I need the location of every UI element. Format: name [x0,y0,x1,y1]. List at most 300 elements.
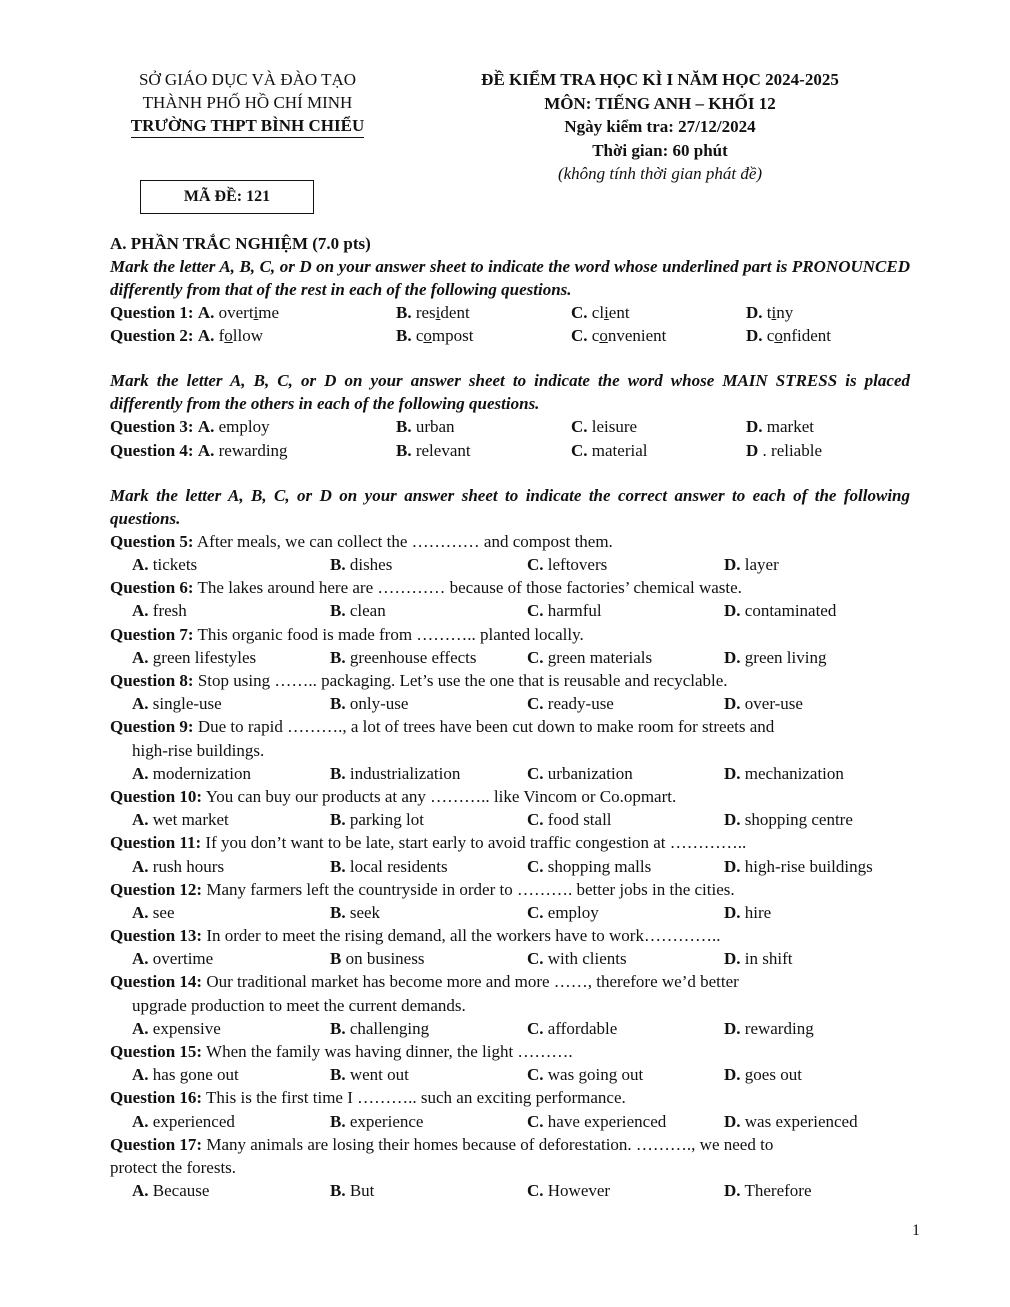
instruction-pronunciation: Mark the letter A, B, C, or D on your answer sheet to indicate the word whose underlined part is PRONOUNCED differently from that of the rest in each of the following questions. [110,257,910,299]
question-stem [110,1133,910,1156]
option-text-post: nfident [782,326,831,346]
answer-options-row [110,947,910,970]
option-text: fresh [152,601,187,621]
answer-option [527,599,602,622]
question-label: Question 6: [110,578,194,598]
question-label: Question 5: [110,531,194,551]
option-letter: A. [132,1065,149,1085]
option-text-pre: cl [591,303,605,322]
option-text: local residents [349,856,448,876]
answer-option [132,692,222,715]
option-letter: B. [330,810,346,830]
answer-options-row [110,646,910,669]
option-text-post: me [258,303,280,322]
answer-options-row [110,599,910,622]
answer-options-row [110,808,910,831]
answer-option [724,762,844,785]
answer-option [724,1017,814,1040]
option-text-pre: overt [218,303,254,322]
answer-option [527,901,599,924]
answer-option [110,415,270,438]
answer-option [527,1017,617,1040]
exam-code-box: MÃ ĐỀ: 121 [140,180,314,214]
question-label: Question 15: [110,1042,203,1062]
option-letter: B. [396,440,412,460]
option-text: single-use [152,694,222,714]
option-text: challenging [349,1018,430,1038]
question-stem [110,785,910,808]
answer-option [330,1017,429,1040]
answer-option [527,1110,666,1133]
option-letter: D. [724,601,741,621]
question-stem [110,576,910,599]
option-letter: C. [527,856,544,876]
header-left [110,68,385,138]
answer-option [330,692,408,715]
option-text-pre: c [766,326,775,346]
option-letter: D. [724,647,741,667]
exam-title: ĐỀ KIỂM TRA HỌC KÌ I NĂM HỌC 2024-2025 [481,70,839,89]
option-text: relevant [415,440,471,460]
option-text-post: mpost [431,326,474,346]
question-text: Due to rapid ………., a lot of trees have been cut down to make room for streets and [197,717,775,737]
question-label: Question 13: [110,926,203,946]
answer-option [330,947,424,970]
question-text: The lakes around here are ………… because of those factories’ chemical waste. [197,578,742,598]
multiple-choice-questions [110,530,910,1203]
answer-options-row [110,1110,910,1133]
answer-option [746,301,793,324]
option-text: parking lot [349,810,424,830]
question-text: Many animals are losing their homes because of deforestation. ………., we need to [206,1134,774,1154]
option-letter: C. [571,303,588,322]
page-number: 1 [912,1222,920,1239]
exam-duration: Thời gian: 60 phút [592,140,728,160]
question-stem [110,1086,910,1109]
option-letter: A. [132,1018,149,1038]
question-stem [110,970,910,993]
answer-option [724,1063,802,1086]
section-title: A. PHẦN TRẮC NGHIỆM (7.0 pts) [110,234,371,253]
option-letter: D. [724,1065,741,1085]
option-text: clean [349,601,386,621]
option-text-post: ent [608,303,630,322]
exam-date: Ngày kiểm tra: 27/12/2024 [564,117,756,136]
department-name: SỞ GIÁO DỤC VÀ ĐÀO TẠO [138,70,357,89]
option-letter: A. [132,856,149,876]
option-text: overtime [152,949,214,969]
answer-option [724,599,836,622]
answer-option [527,762,633,785]
option-letter: C. [527,810,544,830]
question-label: Question 7: [110,624,194,644]
option-text: have experienced [547,1111,667,1131]
option-text-post: ny [776,303,794,322]
answer-option [132,947,213,970]
option-letter: D. [724,694,741,714]
option-text: industrialization [349,763,461,783]
option-letter: B. [330,1018,346,1038]
answer-options-row [110,1179,910,1202]
option-letter: D. [746,417,763,437]
option-text: ready-use [547,694,614,714]
underlined-part: o [599,326,608,346]
answer-option [527,947,627,970]
answer-option [571,415,637,438]
question-text: When the family was having dinner, the light ………. [206,1042,573,1062]
question-row [110,324,910,347]
answer-option [724,1110,858,1133]
answer-option [724,692,803,715]
option-letter: A. [197,417,215,437]
option-text: greenhouse effects [349,647,477,667]
option-text-pre: t [766,303,772,322]
pronunciation-questions [110,301,910,347]
question-text: You can buy our products at any ……….. like Vincom or Co.opmart. [205,786,677,806]
question-label: Question 1: [110,303,194,322]
question-text: Our traditional market has become more and more ……, therefore we’d better [206,972,739,992]
option-letter: A. [132,554,149,574]
question-text: This is the first time I ……….. such an exciting performance. [206,1088,626,1108]
answer-option [746,415,814,438]
answer-option [527,1063,643,1086]
answer-option [724,646,826,669]
option-letter: A. [132,810,149,830]
option-text: dishes [349,554,393,574]
underlined-part: o [423,326,432,346]
answer-option [571,324,666,347]
option-letter: C. [527,1065,544,1085]
underlined-part: i [771,303,777,322]
option-letter: C. [527,647,544,667]
answer-option [746,324,831,347]
answer-option [527,692,614,715]
option-text: has gone out [152,1065,239,1085]
option-text: tickets [152,554,198,574]
answer-option [724,808,853,831]
option-letter: C. [571,440,588,460]
answer-option [132,553,197,576]
option-letter: B. [330,647,346,667]
option-text: employ [218,417,270,437]
option-letter: C. [571,417,588,437]
option-letter: B. [396,303,412,322]
question-label: Question 16: [110,1088,203,1108]
option-text: hire [744,902,772,922]
option-text-pre: f [218,326,225,346]
option-text: wet market [152,810,229,830]
question-stem [110,530,910,553]
option-letter: D. [724,1018,741,1038]
answer-option [527,1179,610,1202]
option-letter: D. [746,303,763,322]
question-text: Stop using …….. packaging. Let’s use the one that is reusable and recyclable. [197,670,728,690]
option-text: modernization [152,763,251,783]
option-letter: A. [132,902,149,922]
question-label: Question 8: [110,670,194,690]
option-text: shopping malls [547,856,652,876]
question-text: Many farmers left the countryside in order to ………. better jobs in the cities. [206,879,735,899]
question-stem [110,1040,910,1063]
option-letter: A. [132,647,149,667]
option-letter: C. [527,902,544,922]
question-stem [110,924,910,947]
option-letter: B. [330,1065,346,1085]
option-letter: D. [724,902,741,922]
option-text: But [349,1181,375,1201]
answer-option [527,855,651,878]
answer-options-row [110,855,910,878]
exam-page [110,68,910,1202]
option-letter: B. [330,554,346,574]
question-label: Question 2: [110,326,194,346]
option-text: Because [152,1181,210,1201]
option-letter: D. [746,326,763,346]
option-letter: B. [330,902,346,922]
answer-option [132,855,224,878]
option-text: shopping centre [744,810,853,830]
answer-option [746,439,822,462]
answer-option [330,646,477,669]
option-text: was experienced [744,1111,858,1131]
option-text: Therefore [744,1181,812,1201]
answer-option [132,599,187,622]
option-text: layer [744,554,779,574]
question-stem [110,623,910,646]
option-text: rush hours [152,856,225,876]
option-letter: D. [724,554,741,574]
option-text: market [766,417,814,437]
question-label: Question 4: [110,440,194,460]
answer-option [132,646,256,669]
answer-option [330,855,448,878]
option-text: went out [349,1065,409,1085]
answer-option [110,301,279,324]
question-text: After meals, we can collect the ………… and compost them. [196,531,613,551]
question-stem [110,715,910,738]
underlined-part: i [435,303,441,322]
option-letter: D. [724,1181,741,1201]
option-text: green lifestyles [152,647,257,667]
exam-duration-note: (không tính thời gian phát đề) [557,164,763,183]
answer-option [330,599,386,622]
option-letter: A. [197,326,215,346]
question-stem [110,831,910,854]
answer-option [396,439,471,462]
stress-questions [110,415,910,461]
answer-option [110,439,288,462]
option-text: harmful [547,601,602,621]
option-letter: A. [132,1181,149,1201]
option-text: experienced [152,1111,235,1131]
option-letter: D. [724,1111,741,1131]
option-letter: C. [527,949,544,969]
question-row [110,415,910,438]
question-label: Question 17: [110,1134,203,1154]
answer-option [132,1179,209,1202]
option-letter: C. [527,1181,544,1201]
answer-option [132,808,229,831]
header-right [420,68,900,186]
option-text: with clients [547,949,627,969]
answer-option [396,415,455,438]
question-label: Question 3: [110,417,194,437]
option-text-post: dent [440,303,470,322]
question-label: Question 10: [110,786,203,806]
option-letter: D. [724,856,741,876]
question-stem [110,669,910,692]
answer-option [330,808,424,831]
option-text: food stall [547,810,612,830]
question-stem [110,878,910,901]
option-text-pre: c [415,326,424,346]
option-text: in shift [744,949,793,969]
answer-option [724,1179,812,1202]
option-text: high-rise buildings [744,856,873,876]
option-text: on business [345,949,425,969]
option-letter: B [330,949,342,969]
question-text-continued: protect the forests. [110,1158,237,1178]
option-text: . reliable [762,440,822,460]
question-text-continued: high-rise buildings. [132,740,265,760]
underlined-part: o [774,326,783,346]
option-text-pre: c [591,326,600,346]
answer-option [724,947,792,970]
option-letter: B. [330,856,346,876]
answer-option [527,646,652,669]
answer-option [330,901,380,924]
answer-options-row [110,692,910,715]
option-text: leftovers [547,554,608,574]
answer-option [132,1017,221,1040]
answer-option [330,1179,374,1202]
option-letter: A. [132,763,149,783]
instruction-correct-answer: Mark the letter A, B, C, or D on your answer sheet to indicate the correct answer to each of the following questions. [110,485,910,528]
answer-options-row [110,1017,910,1040]
option-text: urbanization [547,763,633,783]
option-text: affordable [547,1018,618,1038]
option-text-post: nvenient [607,326,667,346]
option-letter: C. [527,554,544,574]
question-label: Question 14: [110,972,203,992]
option-letter: C. [571,326,588,346]
question-text-continued: upgrade production to meet the current demands. [132,995,466,1015]
exam-header [110,68,910,218]
option-letter: A. [132,601,149,621]
option-text: contaminated [744,601,837,621]
answer-option [396,301,470,324]
option-letter: D. [724,810,741,830]
question-label: Question 11: [110,833,202,853]
option-text: was going out [547,1065,644,1085]
question-label: Question 9: [110,717,194,737]
answer-option [132,1063,239,1086]
option-text: rewarding [744,1018,814,1038]
answer-options-row [110,901,910,924]
option-text: see [152,902,175,922]
answer-options-row [110,1063,910,1086]
option-text: over-use [744,694,803,714]
answer-options-row [110,762,910,785]
question-text: This organic food is made from ……….. planted locally. [197,624,584,644]
option-letter: B. [330,1111,346,1131]
answer-option [527,553,607,576]
answer-option [110,324,263,347]
option-letter: C. [527,601,544,621]
underlined-part: i [604,303,609,322]
answer-option [132,901,175,924]
option-letter: B. [396,417,412,437]
instruction-stress: Mark the letter A, B, C, or D on your answer sheet to indicate the word whose MAIN STRESS is placed differently from the others in each of the following questions. [110,371,910,414]
option-text: goes out [744,1065,802,1085]
answer-option [132,1110,235,1133]
option-letter: B. [330,694,346,714]
option-letter: A. [132,694,149,714]
option-letter: C. [527,763,544,783]
answer-option [330,1063,409,1086]
option-letter: D. [724,949,741,969]
question-text: If you don’t want to be late, start early to avoid traffic congestion at ………….. [205,833,747,853]
option-text: However [547,1181,611,1201]
option-text: seek [349,902,381,922]
answer-option [396,324,473,347]
option-letter: D [746,440,759,460]
option-text: leisure [591,417,638,437]
option-text: material [591,440,648,460]
option-text: expensive [152,1018,221,1038]
answer-option [724,901,771,924]
school-name: TRƯỜNG THPT BÌNH CHIỂU [131,114,364,138]
question-label: Question 12: [110,879,203,899]
option-text: green living [744,647,827,667]
option-letter: C. [527,1018,544,1038]
option-letter: A. [132,949,149,969]
option-text: employ [547,902,599,922]
option-letter: B. [330,1181,346,1201]
option-text: experience [349,1111,424,1131]
option-letter: A. [132,1111,149,1131]
answer-option [527,808,612,831]
option-letter: C. [527,1111,544,1131]
answer-option [724,553,779,576]
option-text: mechanization [744,763,844,783]
answer-option [571,301,630,324]
answer-option [330,1110,423,1133]
question-row [110,301,910,324]
option-letter: B. [396,326,412,346]
answer-option [330,553,392,576]
answer-option [571,439,647,462]
option-text-pre: res [415,303,436,322]
option-letter: B. [330,763,346,783]
option-letter: A. [197,440,215,460]
exam-subject: MÔN: TIẾNG ANH – KHỐI 12 [544,93,776,113]
option-letter: A. [197,303,215,322]
underlined-part: o [224,326,233,346]
option-text: urban [415,417,455,437]
underlined-part: i [253,303,259,322]
question-row [110,439,910,462]
answer-option [132,762,251,785]
option-text: only-use [349,694,409,714]
option-text-post: llow [232,326,264,346]
option-text: green materials [547,647,653,667]
answer-option [724,855,873,878]
option-letter: B. [330,601,346,621]
city-name: THÀNH PHỐ HỒ CHÍ MINH [142,93,353,112]
option-letter: C. [527,694,544,714]
question-text: In order to meet the rising demand, all the workers have to work………….. [206,926,721,946]
